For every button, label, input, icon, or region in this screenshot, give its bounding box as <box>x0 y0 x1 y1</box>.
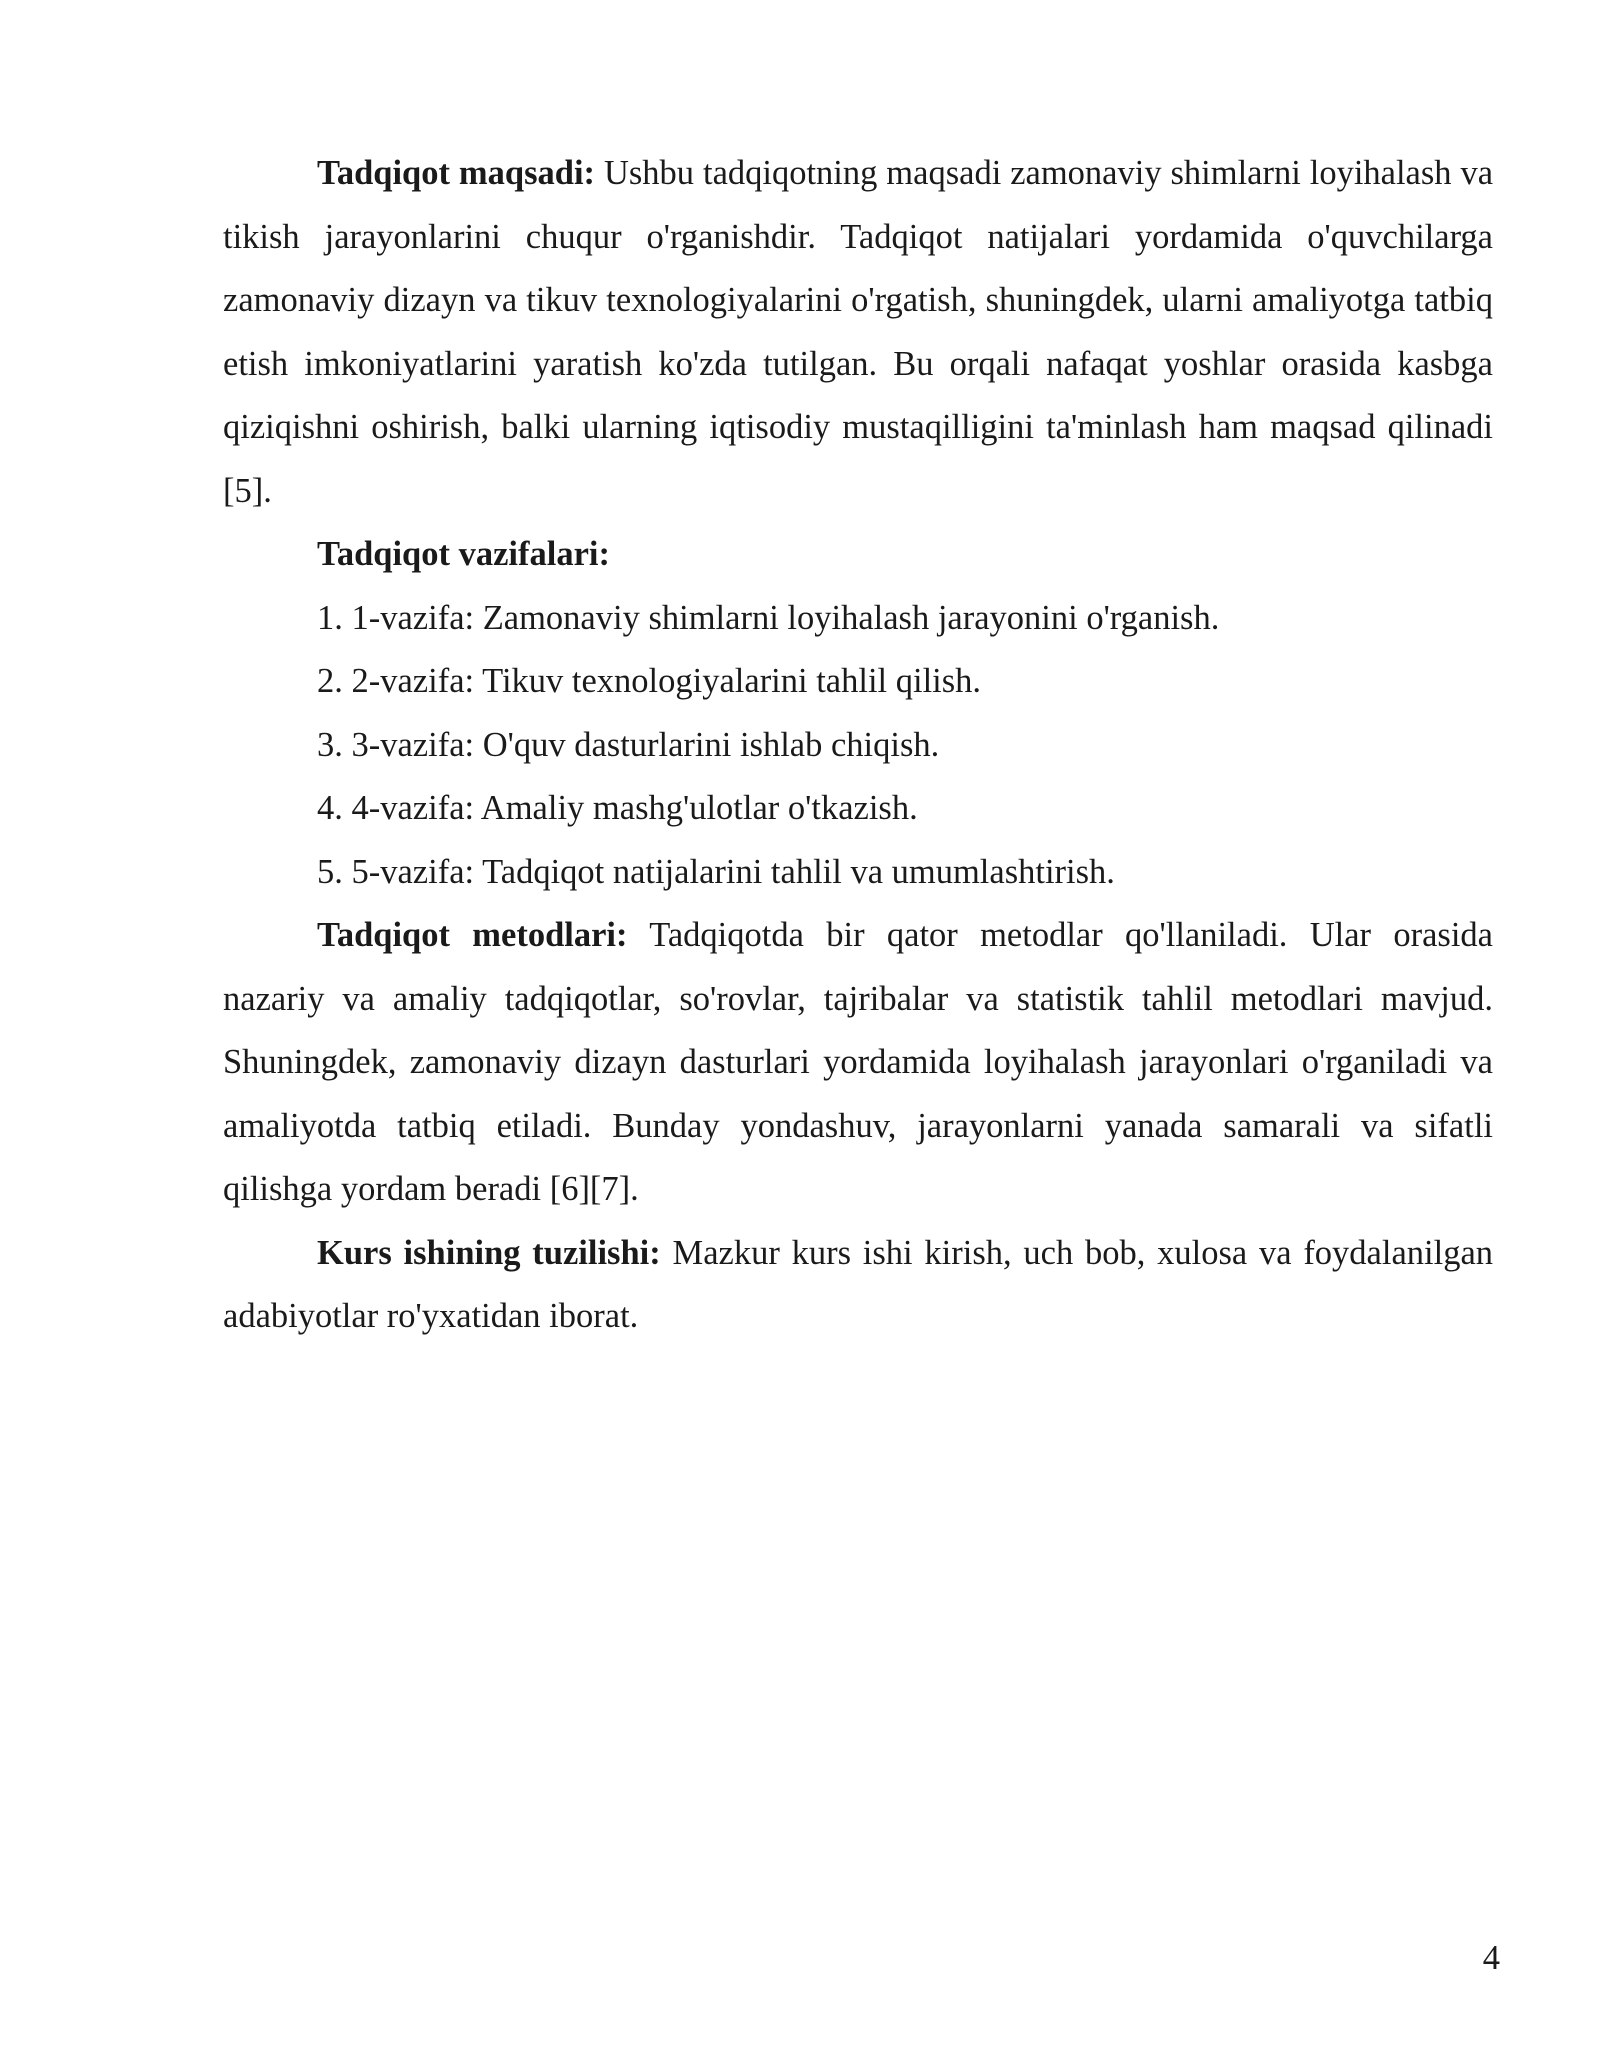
methods-label: Tadqiqot metodlari: <box>317 916 628 954</box>
task-item: 5. 5-vazifa: Tadqiqot natijalarini tahlil va umumlashtirish. <box>317 852 1115 891</box>
page-content <box>223 142 1493 1349</box>
task-item: 1. 1-vazifa: Zamonaviy shimlarni loyihalash jarayonini o'rganish. <box>317 598 1220 637</box>
goal-text: Ushbu tadqiqotning maqsadi zamonaviy shimlarni loyihalash va tikish jarayonlarini chuqur o'rganishdir. Tadqiqot natijalari yordamida o'quvchilarga zamonaviy dizayn va tikuv texnologiyalarini o'rgatish, shuningdek, ularni amaliyotga tatbiq etish imkoniyatlarini yaratish ko'zda tutilgan. Bu orqali nafaqat yoshlar orasida kasbga qiziqishni oshirish, balki ularning iqtisodiy mustaqilligini ta'minlash ham maqsad qilinadi [5]. <box>223 154 1494 510</box>
methods-text: Tadqiqotda bir qator metodlar qo'llaniladi. Ular orasida nazariy va amaliy tadqiqotlar, so'rovlar, tajribalar va statistik tahlil metodlari mavjud. Shuningdek, zamonaviy dizayn dasturlari yordamida loyihalash jarayonlari o'rganiladi va amaliyotda tatbiq etiladi. Bunday yondashuv, jarayonlarni yanada samarali va sifatli qilishga yordam beradi [6][7]. <box>223 916 1493 1208</box>
structure-paragraph <box>223 1222 1493 1349</box>
page-number: 4 <box>1482 1939 1500 1977</box>
task-item: 4. 4-vazifa: Amaliy mashg'ulotlar o'tkazish. <box>317 789 918 827</box>
task-item: 2. 2-vazifa: Tikuv texnologiyalarini tahlil qilish. <box>317 662 982 700</box>
structure-text: Mazkur kurs ishi kirish, uch bob, xulosa va foydalanilgan adabiyotlar ro'yxatidan iborat. <box>223 1233 1494 1335</box>
task-item: 3. 3-vazifa: O'quv dasturlarini ishlab chiqish. <box>317 725 940 764</box>
tasks-label: Tadqiqot vazifalari: <box>317 535 610 573</box>
task-list <box>223 587 1493 905</box>
methods-paragraph <box>223 904 1493 1222</box>
goal-label: Tadqiqot maqsadi: <box>317 154 596 192</box>
structure-label: Kurs ishining tuzilishi: <box>317 1233 661 1272</box>
goal-paragraph <box>223 142 1493 523</box>
tasks-heading <box>223 523 1493 587</box>
